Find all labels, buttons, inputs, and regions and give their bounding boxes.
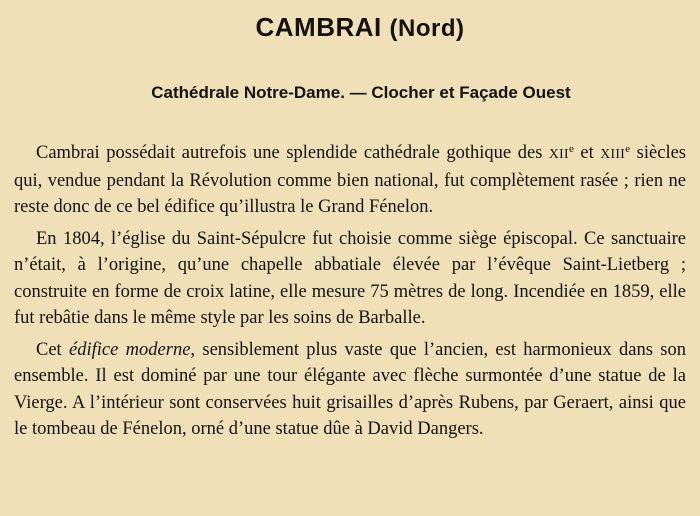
paragraph-1-part-a: Cambrai possédait autrefois une splendide cathédrale gothique des — [36, 143, 549, 163]
century-13: XIII — [600, 146, 626, 161]
paragraph-3-part-a: Cet — [36, 339, 70, 360]
paragraph-modern — [14, 337, 686, 443]
title-city: CAMBRAI — [255, 12, 382, 42]
paragraph-1804: En 1804, l’église du Saint-Sépulcre fut choisie comme siège épiscopal. Ce sanctuaire n’était, à l’origine, qu’une chapelle abbatiale élevée par l’évêque Saint-Lietberg ; construite en forme de croix latine, elle mesure 75 mètres de long. Incendiée en 1859, elle fut rebâtie dans le même style par les soins de Barballe. — [14, 228, 686, 328]
page-title — [14, 10, 686, 46]
page-subtitle: Cathédrale Notre-Dame. — Clocher et Façade Ouest — [151, 83, 571, 102]
century-12-suffix: e — [568, 143, 574, 155]
paragraph-history — [14, 140, 686, 221]
body-text — [14, 140, 686, 443]
paragraph-3-emphasis: édifice moderne, — [69, 339, 196, 360]
century-12: XII — [548, 146, 569, 161]
paragraph-1-part-b: et — [573, 143, 601, 163]
title-region: (Nord) — [389, 15, 465, 42]
paragraph-1-part-c: siècles qui, vendue pendant la Révolution comme bien national, fut complètement rasée ; rien ne reste donc de ce bel édifice qu’illustra le Grand Fénelon. — [14, 143, 686, 217]
century-13-suffix: e — [625, 143, 631, 155]
paragraph-3-part-b: sensiblement plus vaste que l’ancien, est harmonieux dans son ensemble. Il est dominé par une tour élégante avec flèche surmontée d’une statue de la Vierge. A l’intérieur sont conservées huit grisailles d’après Rubens, par Geraert, ainsi que le tombeau de Fénelon, orné d’une statue dûe à David Dangers. — [14, 339, 686, 439]
